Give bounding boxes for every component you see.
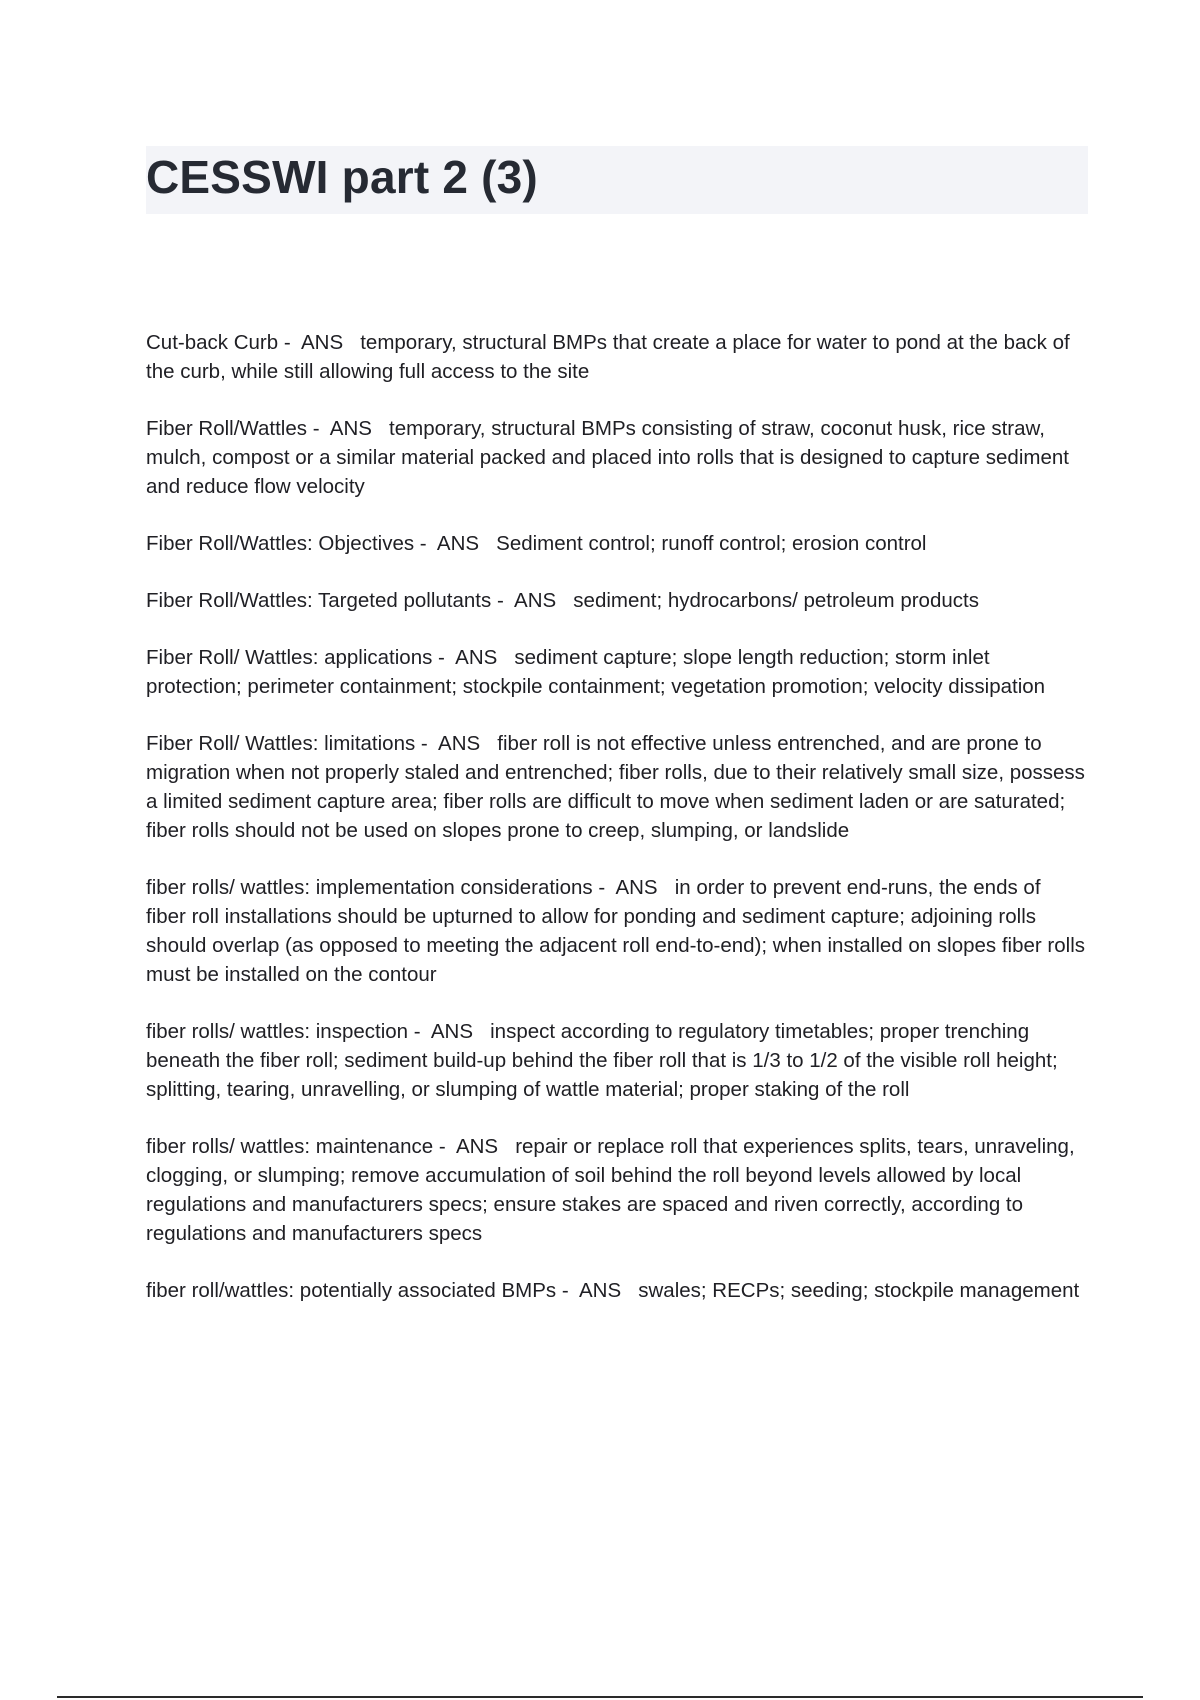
entry-answer: sediment; hydrocarbons/ petroleum products bbox=[573, 589, 979, 612]
answer-marker: ANS bbox=[438, 732, 481, 755]
entry-term: Fiber Roll/ Wattles: applications bbox=[146, 646, 433, 669]
answer-marker: ANS bbox=[455, 1135, 499, 1158]
entry-answer: sediment capture; slope length reduction; storm inlet protection; perimeter containment; stockpile containment; vegetation promotion; velocity dissipation bbox=[146, 646, 1046, 698]
entry-answer: swales; RECPs; seeding; stockpile management bbox=[638, 1279, 1080, 1302]
answer-marker: ANS bbox=[300, 331, 344, 354]
entry-answer: temporary, structural BMPs that create a place for water to pond at the back of the curb, while still allowing full access to the site bbox=[146, 331, 1070, 383]
flashcard-list bbox=[146, 328, 1086, 1333]
list-item: fiber rolls/ wattles: inspection - ANS inspect according to regulatory timetables; proper trenching beneath the fiber roll; sediment build-up behind the fiber roll that is 1/3 to 1/2 of the visible roll height; splitting, tearing, unravelling, or slumping of wattle material; proper staking of the roll bbox=[146, 1020, 1058, 1101]
entry-term: Fiber Roll/Wattles bbox=[146, 417, 307, 440]
entry-term: fiber rolls/ wattles: implementation considerations bbox=[146, 876, 593, 899]
entry-answer: inspect according to regulatory timetables; proper trenching beneath the fiber roll; sediment build-up behind the fiber roll that is 1/3 to 1/2 of the visible roll height; splitting, tearing, unravelling, or slumping of wattle material; proper staking of the roll bbox=[146, 1020, 1058, 1101]
page-title: CESSWI part 2 (3) bbox=[146, 151, 538, 203]
answer-marker: ANS bbox=[615, 876, 658, 899]
answer-marker: ANS bbox=[430, 1020, 474, 1043]
entry-term: fiber roll/wattles: potentially associated BMPs bbox=[146, 1279, 557, 1302]
list-item: Fiber Roll/Wattles - ANS temporary, structural BMPs consisting of straw, coconut husk, rice straw, mulch, compost or a similar material packed and placed into rolls that is designed to capture sediment and reduce flow velocity bbox=[146, 417, 1069, 498]
list-item: Fiber Roll/ Wattles: limitations - ANS fiber roll is not effective unless entrenched, and are prone to migration when not properly staled and entrenched; fiber rolls, due to their relatively small size, possess a limited sediment capture area; fiber rolls are difficult to move when sediment laden or are saturated; fiber rolls should not be used on slopes prone to creep, slumping, or landslide bbox=[146, 732, 1085, 842]
entry-term: Fiber Roll/Wattles: Objectives bbox=[146, 532, 415, 555]
entry-term: Fiber Roll/Wattles: Targeted pollutants bbox=[146, 589, 492, 612]
answer-marker: ANS bbox=[455, 646, 498, 669]
entry-answer: repair or replace roll that experiences splits, tears, unraveling, clogging, or slumping; remove accumulation of soil behind the roll beyond levels allowed by local regulations and manufacturers specs; ensure stakes are spaced and riven correctly, according to regulations and manufacturers specs bbox=[146, 1135, 1075, 1245]
entry-answer: in order to prevent end-runs, the ends of fiber roll installations should be upturned to allow for ponding and sediment capture; adjoining rolls should overlap (as opposed to meeting the adjacent roll end-to-end); when installed on slopes fiber rolls must be installed on the contour bbox=[146, 876, 1086, 986]
list-item: fiber roll/wattles: potentially associated BMPs - ANS swales; RECPs; seeding; stockpile management bbox=[146, 1279, 1080, 1302]
title-banner bbox=[146, 146, 1088, 214]
list-item: fiber rolls/ wattles: implementation considerations - ANS in order to prevent end-runs, the ends of fiber roll installations should be upturned to allow for ponding and sediment capture; adjoining rolls should overlap (as opposed to meeting the adjacent roll end-to-end); when installed on slopes fiber rolls must be installed on the contour bbox=[146, 876, 1086, 986]
entry-answer: temporary, structural BMPs consisting of straw, coconut husk, rice straw, mulch, compost or a similar material packed and placed into rolls that is designed to capture sediment and reduce flow velocity bbox=[146, 417, 1069, 498]
answer-marker: ANS bbox=[514, 589, 557, 612]
answer-marker: ANS bbox=[329, 417, 372, 440]
footer-divider bbox=[57, 1696, 1143, 1698]
entry-answer: Sediment control; runoff control; erosion control bbox=[496, 532, 927, 555]
entry-term: fiber rolls/ wattles: inspection bbox=[146, 1020, 409, 1043]
list-item: Fiber Roll/ Wattles: applications - ANS sediment capture; slope length reduction; storm inlet protection; perimeter containment; stockpile containment; vegetation promotion; velocity dissipation bbox=[146, 646, 1046, 698]
list-item: Cut-back Curb - ANS temporary, structural BMPs that create a place for water to pond at the back of the curb, while still allowing full access to the site bbox=[146, 331, 1070, 383]
answer-marker: ANS bbox=[436, 532, 480, 555]
answer-marker: ANS bbox=[578, 1279, 622, 1302]
list-item: fiber rolls/ wattles: maintenance - ANS repair or replace roll that experiences splits, tears, unraveling, clogging, or slumping; remove accumulation of soil behind the roll beyond levels allowed by local regulations and manufacturers specs; ensure stakes are spaced and riven correctly, according to regulations and manufacturers specs bbox=[146, 1135, 1075, 1245]
entry-term: Fiber Roll/ Wattles: limitations bbox=[146, 732, 416, 755]
list-item: Fiber Roll/Wattles: Targeted pollutants - ANS sediment; hydrocarbons/ petroleum products bbox=[146, 589, 979, 612]
entry-term: fiber rolls/ wattles: maintenance bbox=[146, 1135, 434, 1158]
entry-term: Cut-back Curb bbox=[146, 331, 279, 354]
entry-answer: fiber roll is not effective unless entrenched, and are prone to migration when not properly staled and entrenched; fiber rolls, due to their relatively small size, possess a limited sediment capture area; fiber rolls are difficult to move when sediment laden or are saturated; fiber rolls should not be used on slopes prone to creep, slumping, or landslide bbox=[146, 732, 1085, 842]
list-item: Fiber Roll/Wattles: Objectives - ANS Sediment control; runoff control; erosion control bbox=[146, 532, 927, 555]
